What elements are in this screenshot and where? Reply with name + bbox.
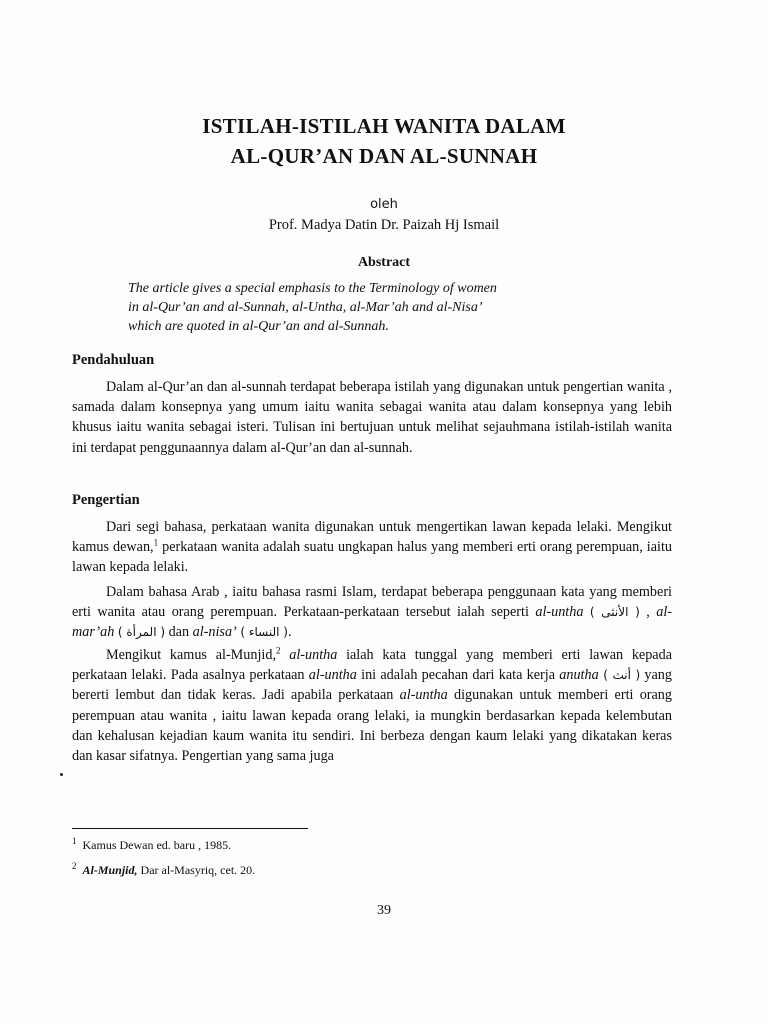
paragraph-text: Dari segi bahasa, perkataan wanita digunakan untuk mengertikan lawan kepada lelaki. Mengikut kamus dewan,: [72, 519, 672, 556]
term-al-nisa: al-nisa’: [192, 624, 237, 641]
pengertian-paragraph-3: [72, 645, 672, 766]
term-al-untha: al-untha: [308, 667, 357, 684]
footnote-source-title: Al-Munjid,: [82, 863, 138, 877]
footnote-divider: [72, 828, 308, 829]
paragraph-text: Mengikut kamus al-Munjid,: [106, 647, 276, 663]
term-al-untha: al-untha: [535, 604, 584, 621]
term-al-untha: al-untha: [280, 647, 338, 663]
footnote-number: 1: [72, 836, 77, 846]
arabic-term: ( الأنثى ): [589, 605, 640, 620]
paragraph-text: ,: [639, 604, 657, 621]
paragraph-text: yang bererti lembut dan tidak keras. Jadi apabila perkataan: [72, 667, 672, 704]
arabic-term: ( أنث ): [598, 668, 641, 683]
footnote-ref-2[interactable]: 2: [276, 645, 281, 656]
footnote-1: [72, 836, 231, 853]
section-heading-pendahuluan: Pendahuluan: [72, 352, 155, 368]
footnote-number: 2: [72, 861, 77, 871]
arabic-term: ( النساء ): [240, 625, 288, 640]
footnote-2: [72, 861, 255, 878]
abstract-text: The article gives a special emphasis to the Terminology of women in al-Qur’an and al-Sunnah, al-Untha, al-Mar’ah and al-Nisa’ which are quoted in al-Qur’an and al-Sunnah.: [128, 281, 497, 334]
paragraph-text: ialah kata tunggal yang memberi erti lawan kepada perkataan lelaki. Pada asalnya perkataan: [72, 647, 672, 684]
arabic-term: ( المرأة ): [117, 625, 166, 640]
paragraph-text: ini adalah pecahan dari kata kerja: [356, 667, 560, 684]
term-anutha: anutha: [559, 667, 599, 684]
author-name: Prof. Madya Datin Dr. Paizah Hj Ismail: [268, 217, 500, 233]
pendahuluan-paragraph: Dalam al-Qur’an dan al-sunnah terdapat beberapa istilah yang digunakan untuk pengertian wanita , samada dalam konsepnya yang umum iaitu wanita sebagai wanita atau dalam konsepnya yang lebih khusus iaitu wanita sebagai isteri. Tulisan ini bertujuan untuk melihat sejauhmana istilah-istilah wanita ini terdapat penggunaannya dalam al-Qur’an dan al-sunnah.: [72, 379, 672, 456]
page-number: 39: [377, 903, 391, 918]
title-line-1: ISTILAH-ISTILAH WANITA DALAM: [202, 114, 566, 138]
section-heading-pengertian: Pengertian: [72, 492, 140, 508]
pengertian-paragraph-2: [72, 582, 672, 643]
abstract-heading: Abstract: [357, 255, 411, 270]
term-al-marah: al-mar’ah: [72, 604, 673, 641]
footnote-ref-1[interactable]: 1: [153, 537, 159, 548]
paragraph-text: .: [287, 624, 292, 641]
margin-mark: [60, 773, 63, 776]
paragraph-text: perkataan wanita adalah suatu ungkapan halus yang memberi erti orang perempuan, iaitu lawan kepada lelaki.: [72, 539, 672, 576]
paragraph-text: dan: [165, 624, 193, 641]
paragraph-text: digunakan untuk memberi erti orang perempuan atau wanita , iaitu lawan kepada orang lelaki, ia mungkin berdasarkan kepada kelembutan dan kehalusan kejadian kaum wanita itu sendiri. Ini berbeza dengan kaum lelaki yang dikatakan keras dan kasar sifatnya. Pengertian yang sama juga: [72, 687, 672, 765]
title-line-2: AL-QUR’AN DAN AL-SUNNAH: [230, 144, 538, 168]
pengertian-paragraph-1: [72, 517, 672, 578]
byline-oleh: oleh: [370, 197, 398, 212]
footnote-text: Kamus Dewan ed. baru , 1985.: [82, 838, 232, 852]
footnote-text: Dar al-Masyriq, cet. 20.: [137, 863, 256, 877]
paragraph-text: Dalam bahasa Arab , iaitu bahasa rasmi Islam, terdapat beberapa penggunaan kata yang memberi erti wanita atau orang perempuan. Perkataan-perkataan tersebut ialah seperti: [72, 584, 672, 621]
term-al-untha: al-untha: [399, 687, 448, 704]
